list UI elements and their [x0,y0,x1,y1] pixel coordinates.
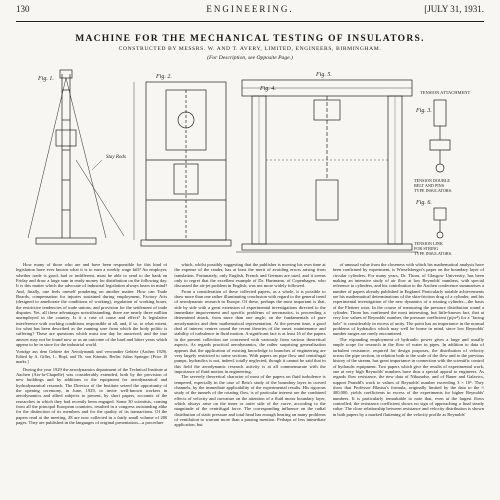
tension-link-label: TENSION LINK [414,241,443,246]
masthead: ENGINEERING. [206,4,294,14]
drawing-svg [16,60,484,260]
fig6-label: Fig. 6. [416,200,432,206]
article-note: (For Description, see Opposite Page.) [207,55,293,61]
stay-rods-label: Stay Rods [106,155,126,160]
fig5-label: Fig. 5. [316,72,332,78]
column-1-paragraph-b: During the year 1929 the aerodynamics department of the Technical Institute at Aachen (Aix-la-Chapelle) was considerably extended, both by the provision of new buildings and by additions to the equipment for aerodynamical and hydrodynamical research. The Director of the Institute seized the opportunity of the opening ceremony, in June, 1929, to invite well-known workers in aerodynamics and allied subjects to present, by short papers, accounts of the researches in which they had recently been engaged. Some 30 scientists, coming from all the principal European countries, resulted in a congress outstanding alike for the distinction of its members and for the quality of its transactions. Of the papers read at the meeting, 28 are now collected in a fairly small volume of 200 pages. They are published in the languages of original presentation—a procedure [16,366,168,425]
fig6-tension-link [414,200,452,256]
fig1-column-elevation [28,70,126,244]
tension-double-label: TENSION DOUBLE [414,178,450,183]
page-header [16,4,484,20]
fig3-tension-attachment [414,90,471,193]
column-2-paragraph-2: From a consideration of these collected papers, as a whole, it is possible to draw more than one rather illuminating conclusion with regard to the general trend of aerodynamic research in Europe. Of these, perhaps the most important is that, side by side with a great extension of experimental investigations directed to the immediate improvement and specific problems of aeronautics, is proceeding a determined attack, from more than one angle, on the fundamentals of pure aerodynamics and their mathematical representation. At the present time, a good deal of interest centres round the recent theories of the onset, maintenance and stability of turbulence in fluid motion. A significant fact is at least 16 of the papers in the present collection are concerned with variously from various theoretical aspects. As regards practical aerodynamics, the rather surprising generalisation appears that the application of existing knowledge to branches of engineering are very largely restricted to some sections. With papers on pipe flow and centrifugal pumps, hydraulics is not, indeed, totally neglected, though it cannot be said that in this field the aerodynamic research activity is at all commensurate with the importance of fluid motion in engineering. [174,288,326,374]
column-2-paragraph-1: which, whilst possibly suggesting that the publisher is moving his own time at the expense of the reader, has at least the merit of avoiding errors arising from translation. Fortunately, only English, French and German are used, and it seems only to regret that the excellent example of Dr. Hartmann, of Copenhagen, who discussed the air-jet problem in English, was not more widely followed. [174,262,326,289]
tension-double-label-2: BELT AND PINS [414,183,445,188]
fig2-frame-elevation [134,74,231,246]
page-number: 130 [16,4,30,14]
column-1-paragraph: How many of those who are and have been responsible for this kind of legislation have ever known what it is to earn a weekly wage bill? An employer, whether trade is good, bad or indifferent, must be able to send to the bank on Friday and draw a large sum in ready money for distribution on the following day. It is this matter which the advocate of industrial legislation always bears in mind? And, finally, one feels oneself pondering on another matter. How can Trade Boards, compensation for injuries sustained during employment, Factory Acts (designed to ameliorate the conditions of working), regulation of working hours, the restrictive tendencies of trade unions, and provision for the settlement of trade disputes. Yet, all these advantages notwithstanding, there are nearly three million unemployed in the country. Is it a case of cause and effect? Is legislative interference with working conditions responsible at all, and, if so, to what extent, for what has been described as the running sore from which the body politic is suffering? These are questions which must one day be answered; and the true answer may not be found now or as an outcome of the hard and bitter years which appear to be in store for the industrial world. [16,262,168,348]
engineering-drawing [16,60,484,260]
fig1-label: Fig. 1. [38,76,54,82]
fig4-portal-frame [236,72,418,252]
header-rule [16,21,484,22]
fig2-label: Fig. 2. [156,74,172,80]
column-2-paragraph-3: The severely theoretical character of most of the papers on fluid turbulence is tempered, especially in the case of Betz's study of the boundary layer in curved channels, by the immediate applicability of the experimental results. His rigorous study of the tunnels of the rotating flow, is of particular interest are the combined effects of velocity and curvature on the attention of a fluid motor boundary layer, which always arise on the inner or outer side of the curve, according to the magnitude of the centrifugal force. The corresponding influence on the radial distribution of static pressure and total head has enough bearing on many problems of ventilation to warrant more than a passing mention. Perhaps of less immediate application, but [174,374,326,428]
issue-date: [JULY 31, 1931. [424,4,484,14]
tension-double-label-3: TYPE INSULATORS. [414,188,453,193]
column-3-paragraph-2: The expanding employment of hydraulic power gives a large and usually ample scope for research in the flow of water in pipes. In addition to data of turbulent resistance, required for design purposes, the distribution of velocity across the pipe section, in relation both to the scale of the flow and to the previous history of the stream, has great importance in connection with the scientific control of hydraulic equipment. Two papers which give the results of experimental work, one at very high Reynolds' numbers have thus a special appeal to engineers. As regards flow resistance, the new data of Nikuradse, and of Bauer and Galavics, support Prandtl's work to values of Reynolds' number exceeding 3 × 10⁶. They show that Professor Blasius's formula, originally limited by the data to the ≈ 400,000, yields coefficients in excess of the experiments for higher Reynolds' numbers. It is particularly remarkable to note that, even at the largest flows controlled, the resistance coefficient shows no sign of approaching a final steady value. The close relationship between resistance and velocity distribution is shown in both papers by a marked flattening of the velocity profile as Reynolds' [332,336,484,417]
tension-link-label-3: TYPE INSULATORS. [414,251,453,256]
column-3-paragraph-1: of unusual value from the closeness with which his mathematical analysis have been confirmed by experiment, is Wieselsberger's paper on the boundary layer of circular cylinders. For many years, Dr. Thom, of Glasgow University, has been making an intensive study of air flow at low Reynolds' numbers, with special reference to cylinders, and his contribution to the Aachen conference summarises a number of papers already published in England. Particularly notable achievements are his mathematical determinations of the skin-friction drag of a cylinder, and his experimental investigation of the new dynamics of a rotating cylinder—the basis of the Flettner rotor. In the course of measuring the pressure distribution round a cylinder, Thom has confirmed the most interesting, but little-known fact, that at very low values of Reynolds' number, the pressure coefficient (p/ρv²) for a "facing hole" is considerably in excess of unity. The point has an importance in the normal problems of hydraulics which may well be borne in mind, since low Reynolds' number ranges are rarely encountered. [332,262,484,337]
column-1 [16,262,167,492]
article-columns [16,262,484,492]
fig3-label: Fig. 3. [416,108,432,114]
article-subtitle: CONSTRUCTED BY MESSRS. W. AND T. AVERY, LIMITED, ENGINEERS, BIRMINGHAM. [118,46,382,52]
book-reference: Vorträge aus dem Gebiete der Aerodynamik und verwandter Gebiete (Aachen 1929). Edited by A. Gilles, L. Hopf, and Th. von Kármán. Berlin: Julius Springer. [Price 18 marks.] [16,348,168,365]
tension-attachment-label: TENSION ATTACHMENT [420,90,471,95]
tension-link-label-2: FOR STRING [414,246,439,251]
article-title: MACHINE FOR THE MECHANICAL TESTING OF INSULATORS. [75,34,425,44]
column-3 [333,262,484,492]
fig4-label: Fig. 4. [260,86,276,92]
column-2 [174,262,325,492]
